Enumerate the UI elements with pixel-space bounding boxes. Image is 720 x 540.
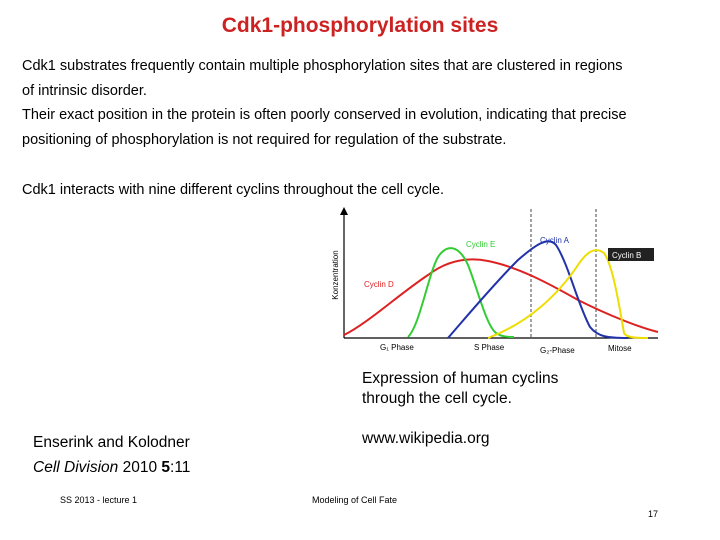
phase-label-mitosis: Mitose [608, 344, 632, 353]
cyclin-expression-figure [328, 205, 662, 357]
paragraph-multiple-sites [22, 54, 702, 104]
page-number: 17 [648, 509, 659, 519]
paragraph-line: of intrinsic disorder. [22, 83, 147, 99]
citation [33, 430, 190, 480]
citation-reference [33, 455, 190, 480]
cyclin-e-label: Cyclin E [466, 240, 496, 249]
phase-label-g2: G₂-Phase [540, 346, 575, 355]
cyclin-plot [328, 205, 662, 357]
caption-line: through the cell cycle. [362, 390, 512, 407]
citation-volume: 5 [161, 459, 171, 476]
paragraph-line: positioning of phosphorylation is not required for regulation of the substrate. [22, 132, 507, 148]
figure-caption [362, 369, 558, 409]
paragraph-line: Cdk1 substrates frequently contain multiple phosphorylation sites that are clustered in regions [22, 58, 623, 74]
paragraph-positioning [22, 103, 702, 153]
cyclin-a-label: Cyclin A [540, 236, 569, 245]
citation-pages: :11 [170, 459, 191, 476]
figure-source: www.wikipedia.org [362, 430, 490, 447]
cyclin-d-label: Cyclin D [364, 280, 394, 289]
paragraph-cyclins: Cdk1 interacts with nine different cyclins throughout the cell cycle. [22, 182, 445, 198]
citation-journal: Cell Division [33, 459, 119, 476]
footer-topic: Modeling of Cell Fate [312, 495, 398, 505]
phase-label-s: S Phase [474, 343, 505, 352]
caption-line: Expression of human cyclins [362, 370, 559, 387]
paragraph-line: Their exact position in the protein is often poorly conserved in evolution, indicating that precise [22, 107, 627, 123]
phase-label-g1: G₁ Phase [380, 343, 414, 352]
footer-course: SS 2013 - lecture 1 [60, 495, 138, 505]
citation-authors: Enserink and Kolodner [33, 434, 190, 451]
cyclin-b-label: Cyclin B [612, 251, 642, 260]
y-axis-label: Konzentration [331, 250, 340, 300]
citation-year: 2010 [118, 459, 162, 476]
slide-title: Cdk1-phosphorylation sites [221, 14, 499, 37]
